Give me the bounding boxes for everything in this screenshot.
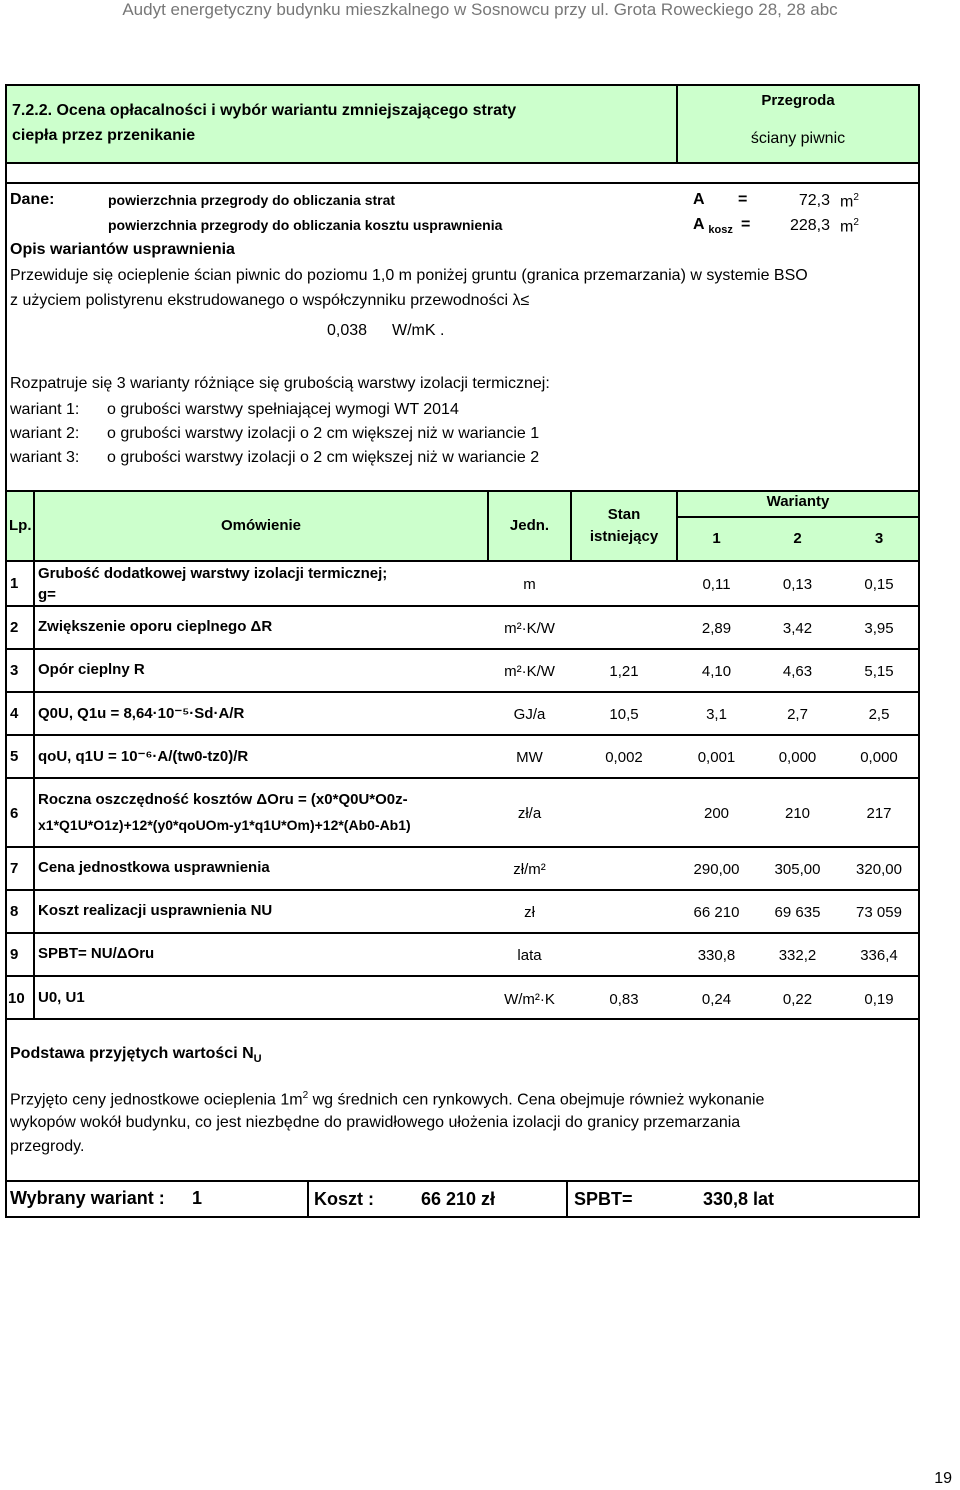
podstawa-title-text: Podstawa przyjętych wartości N	[10, 1045, 254, 1062]
section-title-box	[5, 84, 678, 164]
row4-unit: GJ/a	[513, 706, 546, 723]
opis-line1: Przewiduje się ocieplenie ścian piwnic do poziomu 1,0 m poniżej gruntu (granica przemarzania) w systemie BSO	[10, 267, 808, 284]
row-line	[5, 1018, 920, 1020]
lambda-value: 0,038	[327, 322, 368, 339]
row10-v3: 0,19	[864, 991, 894, 1008]
row10-stan: 0,83	[609, 991, 639, 1008]
row5-unit: MW	[516, 749, 543, 766]
th-w2: 2	[793, 530, 802, 547]
row-line	[5, 846, 920, 848]
divider	[5, 182, 920, 184]
variant-2-text: o grubości warstwy izolacji o 2 cm większej niż w wariancie 1	[107, 425, 540, 442]
row-line	[5, 932, 920, 934]
row-line	[5, 975, 920, 977]
row6-v2: 210	[784, 805, 811, 822]
row3-v2: 4,63	[782, 663, 813, 680]
th-stan-line2: istniejący	[589, 528, 659, 545]
row-line	[5, 691, 920, 693]
row7-lp: 7	[10, 860, 19, 877]
row6-v1: 200	[703, 805, 730, 822]
row1-unit: m	[523, 576, 536, 593]
row9-v3: 336,4	[860, 947, 898, 964]
row5-v1: 0,001	[697, 749, 736, 766]
podstawa-line1	[10, 1090, 764, 1109]
row2-unit: m²·K/W	[504, 620, 555, 637]
th-stan-cell	[570, 490, 678, 562]
row2-lp: 2	[10, 619, 19, 636]
row9-unit: lata	[517, 947, 542, 964]
dane-row1-unit-base: m	[840, 193, 854, 211]
opis-title: Opis wariantów usprawnienia	[10, 241, 235, 258]
partition-value: ściany piwnic	[750, 130, 846, 147]
variant-2-label: wariant 2:	[10, 425, 80, 442]
row4-desc: Q0U, Q1u = 8,64·10⁻⁵·Sd·A/R	[38, 705, 245, 722]
row7-v3: 320,00	[856, 861, 902, 878]
row1-v1: 0,11	[702, 576, 731, 593]
dane-row1-unit	[840, 192, 859, 211]
row4-stan: 10,5	[609, 706, 639, 723]
row5-lp: 5	[10, 748, 19, 765]
row6-desc: Roczna oszczędność kosztów ΔOru = (x0*Q0U*O0z-	[38, 791, 408, 808]
dane-row1-text: powierzchnia przegrody do obliczania strat	[108, 192, 396, 208]
opis-line2: z użyciem polistyrenu ekstrudowanego o współczynniku przewodności λ≤	[10, 292, 530, 309]
th-w1: 1	[712, 530, 721, 547]
th-omowienie: Omówienie	[220, 517, 302, 534]
row3-stan: 1,21	[609, 663, 639, 680]
row8-desc: Koszt realizacji usprawnienia NU	[38, 902, 273, 919]
dane-row2-symbol	[693, 216, 733, 236]
row3-desc: Opór cieplny R	[38, 661, 145, 678]
variant-1-label: wariant 1:	[10, 401, 80, 418]
podstawa-line3: przegrody.	[10, 1138, 85, 1155]
podstawa-line2: wykopów wokół budynku, co jest niezbędne do prawidłowego ułożenia izolacji do granicy przemarzania	[10, 1114, 741, 1131]
podstawa-line1-b: wg średnich cen rynkowych. Cena obejmuje również wykonanie	[308, 1091, 765, 1109]
summary-spbt-label: SPBT=	[574, 1189, 633, 1209]
row4-v1: 3,1	[706, 706, 727, 723]
row10-unit: W/m²·K	[504, 991, 555, 1008]
col-line	[33, 562, 35, 1020]
row8-v2: 69 635	[774, 904, 821, 921]
row9-lp: 9	[10, 946, 19, 963]
row4-lp: 4	[10, 705, 19, 722]
row7-unit: zł/m²	[513, 861, 546, 878]
row1-lp: 1	[10, 575, 19, 592]
podstawa-line1-a: Przyjęto ceny jednostkowe ocieplenia 1m	[10, 1091, 303, 1109]
podstawa-title	[10, 1045, 262, 1065]
row9-v2: 332,2	[778, 947, 817, 964]
row6-unit: zł/a	[517, 805, 542, 822]
row7-v2: 305,00	[774, 861, 821, 878]
summary-wybrany-value: 1	[192, 1188, 203, 1208]
row2-v1: 2,89	[701, 620, 732, 637]
row5-desc: qoU, q1U = 10⁻⁶·A/(tw0-tz0)/R	[38, 748, 249, 765]
row1-v3: 0,15	[864, 576, 894, 593]
dane-row1-eq: =	[738, 191, 748, 208]
row1-desc: Grubość dodatkowej warstwy izolacji termicznej;	[38, 565, 388, 582]
row2-desc: Zwiększenie oporu cieplnego ΔR	[38, 618, 273, 635]
dane-row2-unit-base: m	[840, 218, 854, 236]
summary-spbt-value: 330,8 lat	[703, 1189, 775, 1209]
row8-v3: 73 059	[856, 904, 902, 921]
row3-unit: m²·K/W	[504, 663, 555, 680]
row7-v1: 290,00	[693, 861, 740, 878]
row3-v3: 5,15	[864, 663, 894, 680]
dane-row2-text: powierzchnia przegrody do obliczania kosztu usprawnienia	[108, 217, 503, 233]
row7-desc: Cena jednostkowa usprawnienia	[38, 859, 270, 876]
summary-koszt-value: 66 210 zł	[421, 1189, 496, 1209]
dane-row1-unit-sup: 2	[853, 192, 859, 203]
variants-intro: Rozpatruje się 3 warianty różniące się grubością warstwy izolacji termicznej:	[10, 375, 550, 392]
row9-v1: 330,8	[697, 947, 736, 964]
dane-row2-eq: =	[741, 216, 751, 233]
row-line	[5, 777, 920, 779]
summary-koszt-label: Koszt :	[314, 1189, 374, 1209]
lambda-unit: W/mK .	[392, 322, 445, 339]
row5-v2: 0,000	[778, 749, 817, 766]
dane-row1-value: 72,3	[798, 192, 830, 209]
th-jedn: Jedn.	[509, 517, 550, 534]
row9-desc: SPBT= NU/ΔOru	[38, 945, 155, 962]
variant-1-text: o grubości warstwy spełniającej wymogi WT 2014	[107, 401, 459, 418]
th-lp: Lp.	[9, 517, 32, 534]
th-w3: 3	[874, 530, 884, 547]
page-header: Audyt energetyczny budynku mieszkalnego w Sosnowcu przy ul. Grota Roweckiego 28, 28 abc	[122, 0, 838, 19]
row-line	[5, 889, 920, 891]
dane-row2-unit-sup: 2	[853, 217, 859, 228]
row4-v2: 2,7	[787, 706, 808, 723]
row4-v3: 2,5	[868, 706, 890, 723]
row-line	[5, 605, 920, 607]
row2-v2: 3,42	[782, 620, 813, 637]
variant-3-text: o grubości warstwy izolacji o 2 cm większej niż w wariancie 2	[107, 449, 540, 466]
dane-row2-symbol-sub: kosz	[708, 224, 733, 237]
row-line	[5, 648, 920, 650]
row10-desc: U0, U1	[38, 989, 85, 1006]
row10-v1: 0,24	[701, 991, 732, 1008]
podstawa-title-sub: U	[253, 1053, 262, 1066]
row6-v3: 217	[866, 805, 892, 822]
row3-lp: 3	[10, 662, 19, 679]
dane-row2-symbol-base: A	[693, 216, 704, 233]
dane-label: Dane:	[10, 191, 55, 208]
row6-desc2: x1*Q1U*O1z)+12*(y0*qoUOm-y1*q1U*Om)+12*(Ab0-Ab1)	[38, 817, 411, 833]
th-warianty: Warianty	[766, 493, 830, 510]
row1-desc2: g=	[38, 586, 56, 603]
variant-3-label: wariant 3:	[10, 449, 80, 466]
page-number: 19	[934, 1470, 952, 1487]
summary-wybrany-label: Wybrany wariant :	[10, 1188, 165, 1208]
section-title-line1: 7.2.2. Ocena opłacalności i wybór wariantu zmniejszającego straty	[12, 102, 517, 119]
partition-label: Przegroda	[761, 92, 835, 109]
row6-lp: 6	[10, 805, 19, 822]
row8-lp: 8	[10, 903, 19, 920]
row8-v1: 66 210	[693, 904, 740, 921]
row1-v2: 0,13	[782, 576, 813, 593]
row5-v3: 0,000	[860, 749, 898, 766]
dane-row1-symbol: A	[693, 191, 705, 208]
row-line	[5, 734, 920, 736]
dane-row2-unit	[840, 217, 859, 236]
row10-lp: 10	[8, 990, 25, 1007]
row10-v2: 0,22	[782, 991, 813, 1008]
section-title-line2: ciepła przez przenikanie	[12, 127, 196, 144]
podstawa-line1-sup: 2	[302, 1090, 309, 1101]
th-stan-line1: Stan	[607, 506, 641, 523]
row3-v1: 4,10	[701, 663, 732, 680]
row2-v3: 3,95	[864, 620, 894, 637]
row8-unit: zł	[524, 904, 535, 921]
row5-stan: 0,002	[605, 749, 643, 766]
dane-row2-value: 228,3	[789, 217, 830, 234]
